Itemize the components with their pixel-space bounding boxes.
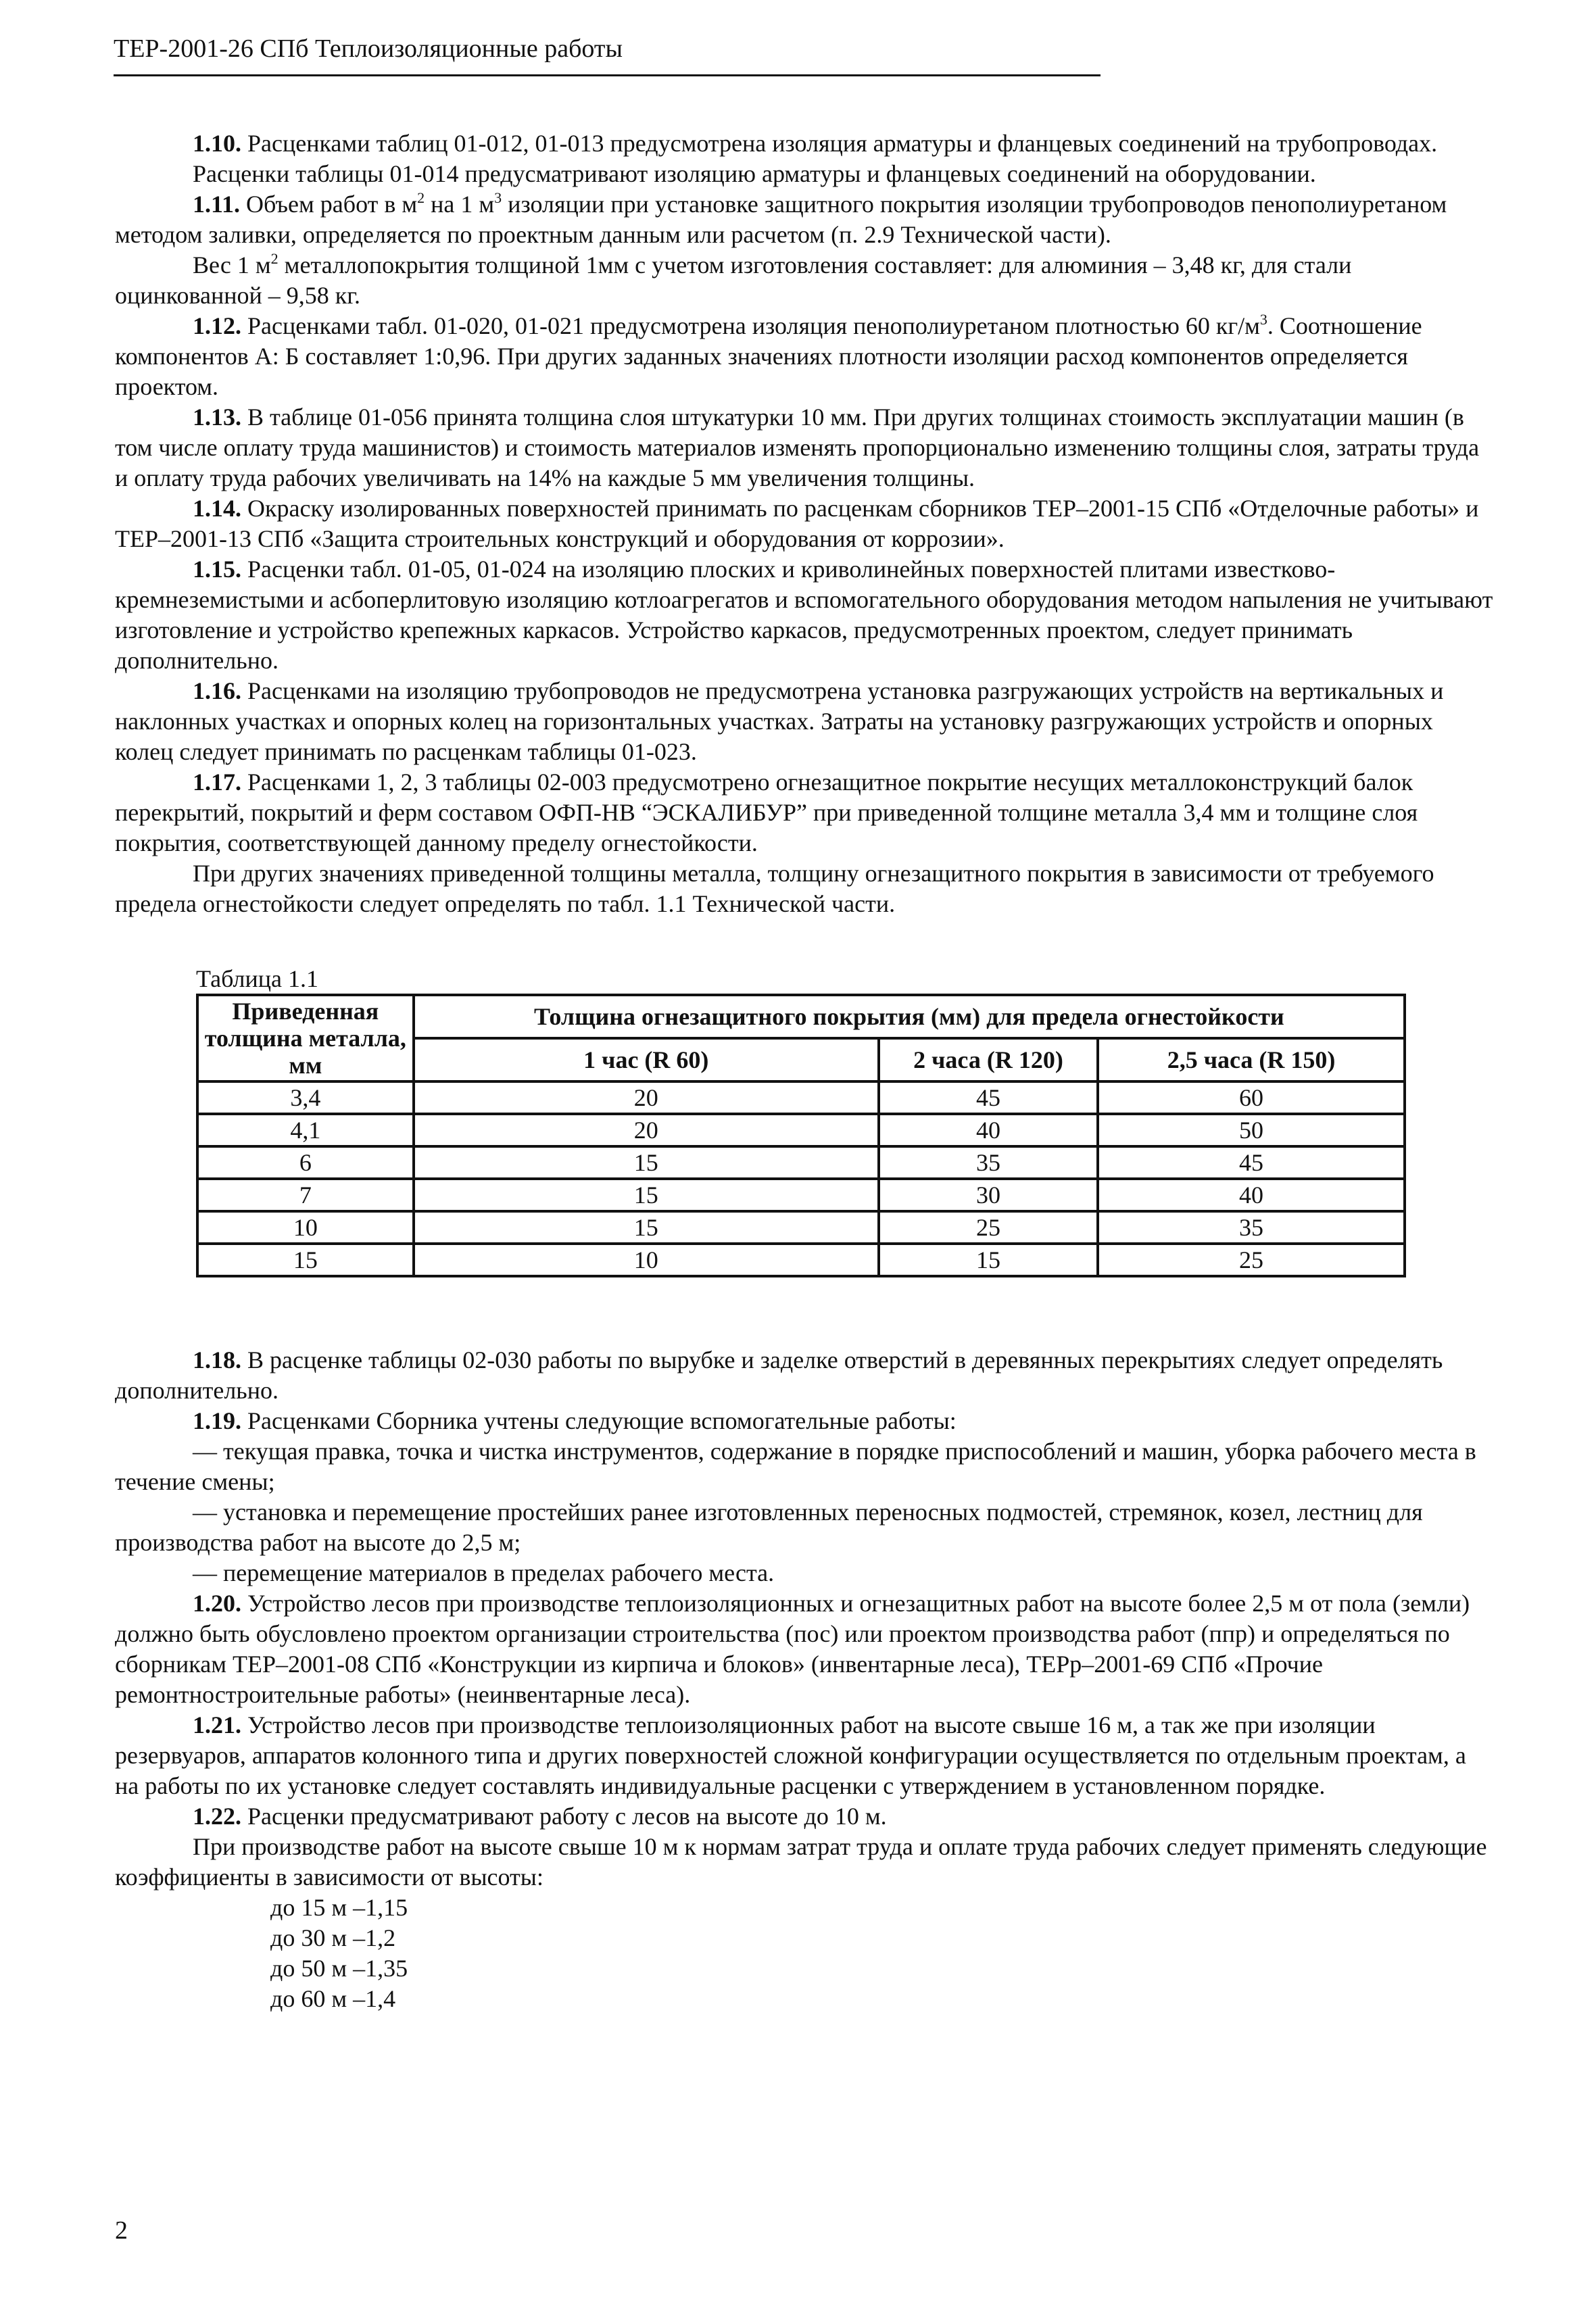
section-1-16: 1.16. Расценками на изоляцию трубопроводов не предусмотрена установка разгружающих устройств на вертикальных и наклонных участках и опорных колец на горизонтальных участках. Затраты на установку разгружающих устройств и опорных колец следует принимать по расценкам таблицы 01-023. — [115, 677, 1444, 765]
section-1-15: 1.15. Расценки табл. 01-05, 01-024 на изоляцию плоских и криволинейных поверхностей плитами известково-кремнеземистыми и асбоперлитовую изоляцию котлоагрегатов и вспомогательного оборудования методом напыления не учитывают изготовление и устройство крепежных каркасов. Устройство каркасов, предусмотренных проектом, следует принимать дополнительно. — [115, 556, 1493, 674]
table-cell: 30 — [879, 1179, 1098, 1211]
section-1-11: 1.11. Объем работ в $м^2$ на 1 $м^3$ изоляции при установке защитного покрытия изоляции трубопроводов пенополиуретаном методом заливки, определяется по проектным данным или расчетом (п. 2.9 Технической части). — [115, 189, 1447, 248]
table-cell: 6 — [197, 1146, 414, 1179]
table-cell: 4,1 — [197, 1114, 414, 1146]
table-row — [197, 1244, 1405, 1276]
table-cell: 35 — [1098, 1211, 1405, 1244]
list-item: — текущая правка, точка и чистка инструментов, содержание в порядке приспособлений и машин, уборка рабочего места в течение смены; — [115, 1438, 1476, 1495]
table-cell: 15 — [414, 1211, 879, 1244]
table-1-1-block — [196, 964, 1494, 1277]
list-item: — перемещение материалов в пределах рабочего места. — [193, 1559, 775, 1586]
table-row — [197, 1211, 1405, 1244]
page-header: ТЕР-2001-26 СПб Теплоизоляционные работы — [114, 32, 1101, 76]
col-header-r60: 1 час (R 60) — [414, 1038, 879, 1081]
section-1-19: 1.19. Расценками Сборника учтены следующие вспомогательные работы: — [193, 1407, 957, 1434]
section-1-14: 1.14. Окраску изолированных поверхностей принимать по расценкам сборников ТЕР–2001-15 СПб «Отделочные работы» и ТЕР–2001-13 СПб «Защита строительных конструкций и оборудования от коррозии». — [115, 495, 1479, 552]
section-1-11-weight: Вес 1 $м^2$ металлопокрытия толщиной 1мм с учетом изготовления составляет: для алюминия – 3,48 кг, для стали оцинкованной – 9,58 кг. — [115, 250, 1352, 309]
table-cell: 20 — [414, 1114, 879, 1146]
table-row — [197, 1081, 1405, 1114]
table-cell: 3,4 — [197, 1081, 414, 1114]
section-1-22: 1.22. Расценки предусматривают работу с лесов на высоте до 10 м. — [193, 1803, 887, 1830]
table-cell: 15 — [879, 1244, 1098, 1276]
col-header-r120: 2 часа (R 120) — [879, 1038, 1098, 1081]
page-number: 2 — [115, 2216, 128, 2245]
sections-after-table — [115, 1345, 1494, 2014]
coefficient-item: до 15 м –1,15 — [270, 1894, 408, 1921]
table-cell: 40 — [879, 1114, 1098, 1146]
table-cell: 15 — [197, 1244, 414, 1276]
table-row — [197, 1114, 1405, 1146]
section-1-22-text2: При производстве работ на высоте свыше 10 м к нормам затрат труда и оплате труда рабочих следует применять следующие коэффициенты в зависимости от высоты: — [115, 1833, 1487, 1891]
table-cell: 45 — [879, 1081, 1098, 1114]
table-cell: 35 — [879, 1146, 1098, 1179]
table-cell: 40 — [1098, 1179, 1405, 1211]
section-1-21: 1.21. Устройство лесов при производстве теплоизоляционных работ на высоте свыше 16 м, а так же при изоляции резервуаров, аппаратов колонного типа и других поверхностей сложной конфигурации осуществляется по отдельным проектам, а на работы по их установке следует составлять индивидуальные расценки с утверждением в установленном порядке. — [115, 1711, 1466, 1799]
table-cell: 60 — [1098, 1081, 1405, 1114]
table-cell: 15 — [414, 1179, 879, 1211]
section-1-10-text2: Расценки таблицы 01-014 предусматривают изоляцию арматуры и фланцевых соединений на оборудовании. — [193, 160, 1316, 187]
table-cell: 25 — [879, 1211, 1098, 1244]
list-item: — установка и перемещение простейших ранее изготовленных переносных подмостей, стремянок, козел, лестниц для производства работ на высоте до 2,5 м; — [115, 1498, 1423, 1556]
section-1-13: 1.13. В таблице 01-056 принята толщина слоя штукатурки 10 мм. При других толщинах стоимость эксплуатации машин (в том числе оплату труда машинистов) и стоимость материалов изменять пропорционально изменению толщины слоя, затраты труда и оплату труда рабочих увеличивать на 14% на каждые 5 мм увеличения толщины. — [115, 404, 1480, 491]
coefficient-item: до 50 м –1,35 — [270, 1955, 408, 1982]
coefficient-item: до 60 м –1,4 — [270, 1985, 396, 2012]
table-cell: 50 — [1098, 1114, 1405, 1146]
section-1-17: 1.17. Расценками 1, 2, 3 таблицы 02-003 предусмотрено огнезащитное покрытие несущих металлоконструкций балок перекрытий, покрытий и ферм составом ОФП-НВ “ЭСКАЛИБУР” при приведенной толщине металла 3,4 мм и толщине слоя покрытия, соответствующей данному пределу огнестойкости. — [115, 769, 1418, 856]
section-1-12: 1.12. Расценками табл. 01-020, 01-021 предусмотрена изоляция пенополиуретаном плотностью 60 $кг/м^3$. Соотношение компонентов А: Б составляет 1:0,96. При других заданных значениях плотности изоляции расход компонентов определяется проектом. — [115, 311, 1422, 400]
col-header-metal-thickness: Приведенная толщина металла, мм — [197, 995, 414, 1081]
document-body — [115, 128, 1494, 2014]
group-header-coating-thickness: Толщина огнезащитного покрытия (мм) для предела огнестойкости — [414, 995, 1405, 1038]
coefficient-item: до 30 м –1,2 — [270, 1924, 396, 1951]
table-cell: 20 — [414, 1081, 879, 1114]
section-1-17-text2: При других значениях приведенной толщины металла, толщину огнезащитного покрытия в зависимости от требуемого предела огнестойкости следует определять по табл. 1.1 Технической части. — [115, 860, 1434, 917]
section-1-10: 1.10. Расценками таблиц 01-012, 01-013 предусмотрена изоляция арматуры и фланцевых соединений на трубопроводах. — [193, 130, 1438, 157]
table-cell: 15 — [414, 1146, 879, 1179]
table-row — [197, 1146, 1405, 1179]
section-1-20: 1.20. Устройство лесов при производстве теплоизоляционных и огнезащитных работ на высоте более 2,5 м от пола (земли) должно быть обусловлено проектом организации строительства (пос) или проектом производства работ (ппр) и определяться по сборникам ТЕР–2001-08 СПб «Конструкции из кирпича и блоков» (инвентарные леса), ТЕРр–2001-69 СПб «Прочие ремонтностроительные работы» (неинвентарные леса). — [115, 1590, 1470, 1708]
col-header-r150: 2,5 часа (R 150) — [1098, 1038, 1405, 1081]
table-row — [197, 1179, 1405, 1211]
section-1-18: 1.18. В расценке таблицы 02-030 работы по вырубке и заделке отверстий в деревянных перекрытиях следует определять дополнительно. — [115, 1346, 1443, 1404]
table-cell: 45 — [1098, 1146, 1405, 1179]
table-caption: Таблица 1.1 — [196, 965, 318, 992]
table-cell: 10 — [414, 1244, 879, 1276]
table-cell: 7 — [197, 1179, 414, 1211]
fire-protection-table — [196, 994, 1406, 1277]
table-cell: 25 — [1098, 1244, 1405, 1276]
table-cell: 10 — [197, 1211, 414, 1244]
